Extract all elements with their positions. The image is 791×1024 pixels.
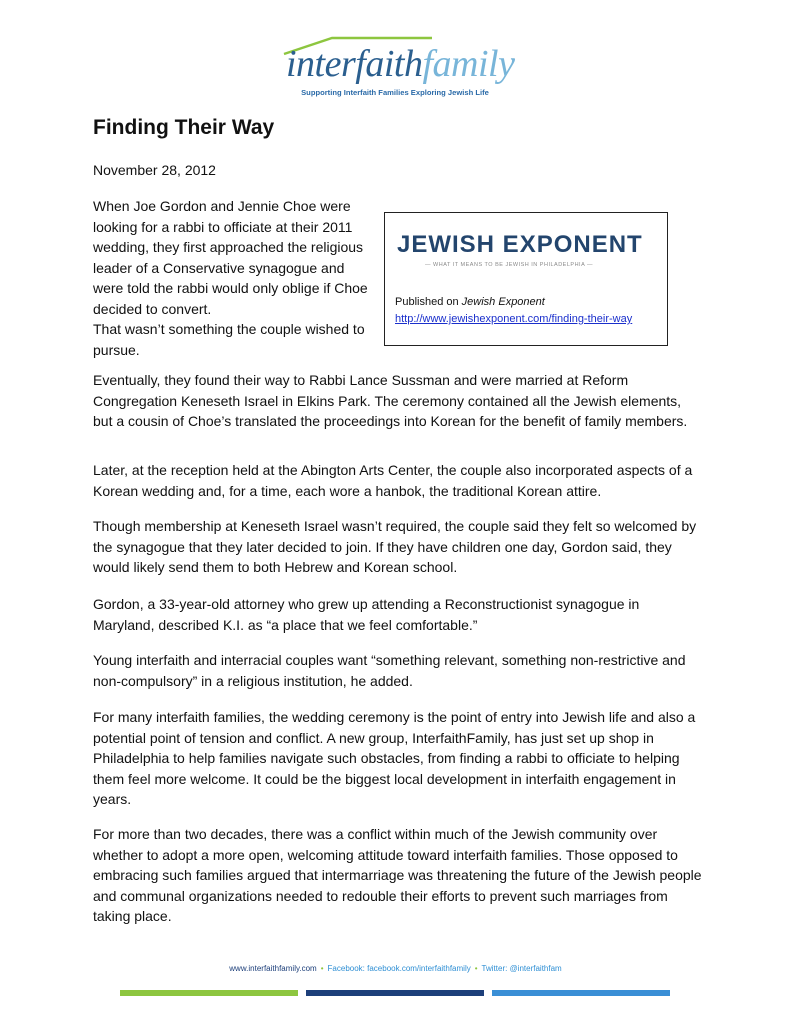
intro-paragraph: That wasn’t something the couple wished to pursue. xyxy=(93,321,365,358)
footer-contact xyxy=(0,964,791,973)
jewish-exponent-logo: JEWISH EXPONENT xyxy=(397,231,643,258)
body-paragraph: Young interfaith and interracial couples want “something relevant, something non-restrictive and non-compulsory” in a religious institution, he added. xyxy=(93,652,686,689)
footer-bar-green xyxy=(120,990,298,996)
logo-part-interfaith: interfaith xyxy=(286,43,423,85)
article-title: Finding Their Way xyxy=(93,116,275,139)
footer-separator: • xyxy=(474,964,478,973)
logo-wordmark xyxy=(286,42,514,86)
body-paragraph: Eventually, they found their way to Rabbi Lance Sussman and were married at Reform Congregation Keneseth Israel in Elkins Park. The ceremony contained all the Jewish elements, but a cousin of Choe’s translated the proceedings into Korean for the benefit of family members. xyxy=(93,372,688,429)
logo-part-family: family xyxy=(422,43,515,85)
intro-paragraph: When Joe Gordon and Jennie Choe were looking for a rabbi to officiate at their 2011 wedding, they first approached the religious leader of a Conservative synagogue and were told the rabbi would only oblige if Choe decided to convert. xyxy=(93,198,368,317)
published-prefix: Published on xyxy=(395,296,462,308)
footer-twitter-label: Twitter: xyxy=(481,964,508,973)
source-link[interactable]: http://www.jewishexponent.com/finding-their-way xyxy=(395,313,633,325)
body-paragraph: Later, at the reception held at the Abington Arts Center, the couple also incorporated aspects of a Korean wedding and, for a time, each wore a hanbok, the traditional Korean attire. xyxy=(93,462,693,499)
body-paragraph: For more than two decades, there was a conflict within much of the Jewish community over whether to adopt a more open, welcoming attitude toward interfaith families. Those opposed to embracing such families argued that intermarriage was threatening the future of the Jewish people and communal organizations needed to redouble their efforts to prevent such marriages from taking place. xyxy=(93,826,702,924)
footer-bar-navy xyxy=(306,990,484,996)
body-paragraph: Gordon, a 33-year-old attorney who grew up attending a Reconstructionist synagogue in Maryland, described K.I. as “a place that we feel comfortable.” xyxy=(93,596,640,633)
source-box xyxy=(384,212,668,346)
footer-facebook[interactable]: facebook.com/interfaithfamily xyxy=(367,964,471,973)
footer-bar-blue xyxy=(492,990,670,996)
footer-website[interactable]: www.interfaithfamily.com xyxy=(229,964,317,973)
published-on-text xyxy=(395,296,545,308)
body-paragraph: For many interfaith families, the wedding ceremony is the point of entry into Jewish life and also a potential point of tension and conflict. A new group, InterfaithFamily, has just set up shop in Philadelphia to help families navigate such obstacles, from finding a rabbi to officiate to helping them feel more welcome. It could be the biggest local development in interfaith engagement in years. xyxy=(93,709,696,807)
footer-facebook-label: Facebook: xyxy=(327,964,365,973)
body-paragraph: Though membership at Keneseth Israel wasn’t required, the couple said they felt so welcomed by the synagogue that they later decided to join. If they have children one day, Gordon said, they would likely send them to both Hebrew and Korean school. xyxy=(93,518,697,575)
article-date: November 28, 2012 xyxy=(93,162,216,178)
footer-twitter[interactable]: @interfaithfam xyxy=(509,964,562,973)
jewish-exponent-tagline: — WHAT IT MEANS TO BE JEWISH IN PHILADELPHIA — xyxy=(425,262,593,268)
footer-separator: • xyxy=(320,964,324,973)
logo-tagline: Supporting Interfaith Families Exploring Jewish Life xyxy=(301,88,489,97)
published-source: Jewish Exponent xyxy=(461,296,545,308)
article-intro xyxy=(93,196,378,360)
